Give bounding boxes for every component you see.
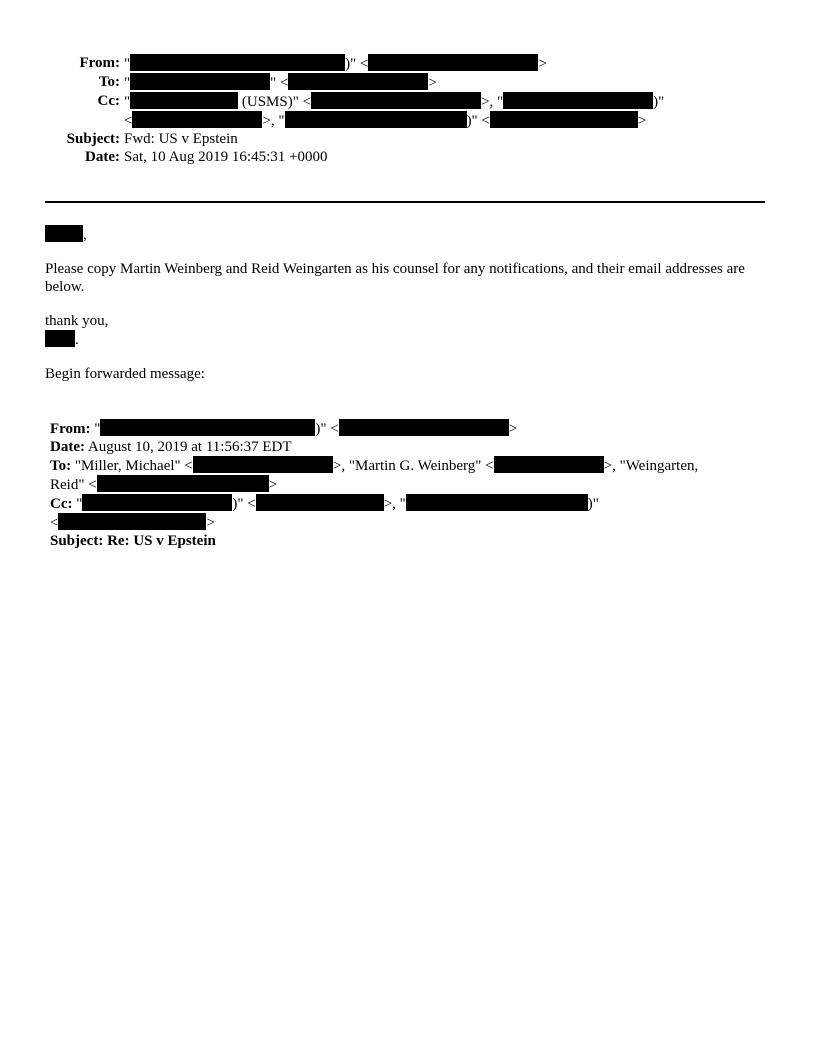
header-cc-row: Cc: " (USMS)" < >, " )" < >, " )" < > (40, 92, 770, 130)
header-subject-row (40, 130, 770, 148)
email-header (40, 54, 770, 166)
from-label: From: (79, 55, 120, 71)
cc-label: Cc: (97, 93, 120, 109)
redaction-block (130, 54, 345, 71)
redaction-block (368, 54, 538, 71)
redaction-block (256, 494, 384, 511)
redaction-block (406, 494, 588, 511)
subject-label: Subject: (66, 131, 120, 147)
redaction-block (58, 513, 206, 530)
redaction-block (288, 73, 428, 90)
redaction-block (132, 111, 262, 128)
signature: . (45, 330, 775, 349)
fwd-cc-row: Cc: " )" < >, " )" < > (50, 496, 599, 531)
sign-off: thank you, (45, 313, 109, 329)
greeting: , (45, 225, 775, 244)
fwd-to-label: To: (50, 458, 72, 474)
date-label: Date: (85, 149, 120, 165)
redaction-block (82, 494, 232, 511)
redaction-block (193, 456, 333, 473)
fwd-date-label: Date: (50, 439, 85, 455)
fwd-subject-label: Subject: (50, 533, 104, 549)
forwarded-header (50, 419, 750, 550)
to-label: To: (98, 74, 120, 90)
redaction-block (45, 225, 83, 242)
email-body (45, 225, 775, 383)
redaction-block (130, 73, 270, 90)
redaction-block (494, 456, 604, 473)
fwd-subject-value: Re: US v Epstein (107, 533, 216, 549)
redaction-block (100, 419, 315, 436)
header-date-row (40, 148, 770, 166)
redaction-block (503, 92, 653, 109)
header-to-row: To: " " < > (40, 73, 770, 92)
redaction-block (490, 111, 638, 128)
date-value: Sat, 10 Aug 2019 16:45:31 +0000 (124, 149, 328, 165)
fwd-date-value: August 10, 2019 at 11:56:37 EDT (87, 439, 292, 455)
fwd-to-row: To: "Miller, Michael" < >, "Martin G. Weinberg" < >, "Weingarten, Reid" < > (50, 458, 699, 493)
redaction-block (97, 475, 269, 492)
body-paragraph: Please copy Martin Weinberg and Reid Weingarten as his counsel for any notifications, and their email addresses are below. (45, 261, 745, 295)
header-divider (45, 201, 765, 203)
fwd-cc-label: Cc: (50, 496, 73, 512)
fwd-date-row (50, 438, 750, 456)
header-from-row: From: " )" < > (40, 54, 770, 73)
redaction-block (311, 92, 481, 109)
redaction-block (45, 330, 75, 347)
redaction-block (130, 92, 238, 109)
fwd-from-label: From: (50, 421, 91, 437)
subject-value: Fwd: US v Epstein (124, 131, 238, 147)
fwd-from-row: From: " )" < > (50, 421, 518, 437)
redaction-block (285, 111, 467, 128)
fwd-subject-row (50, 532, 750, 550)
forward-intro: Begin forwarded message: (45, 366, 205, 382)
redaction-block (339, 419, 509, 436)
